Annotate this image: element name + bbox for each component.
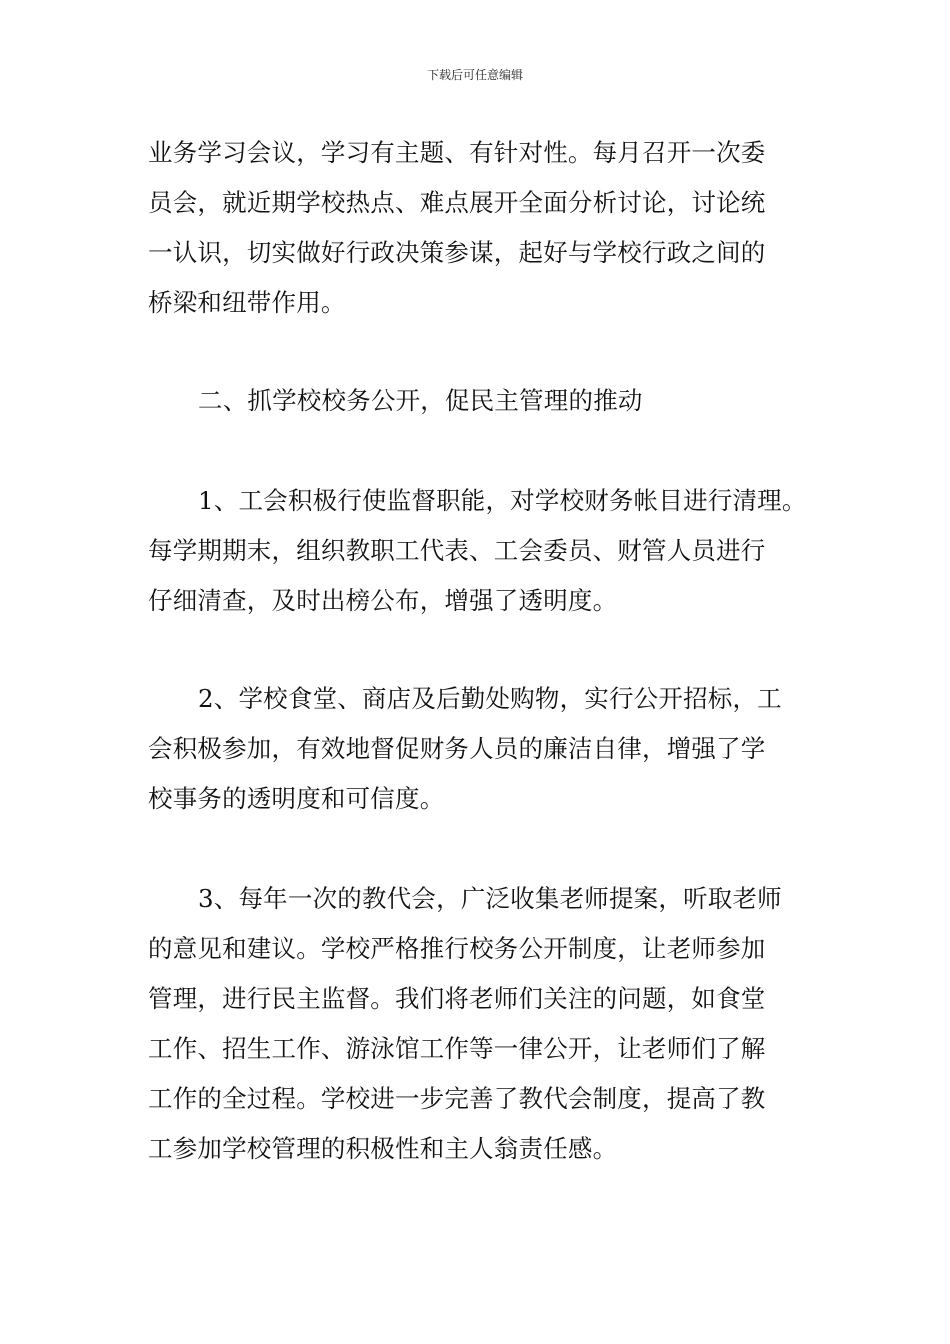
item-3-line-6: 工参加学校管理的积极性和主人翁责任感。: [148, 1134, 618, 1163]
item-3-line-2: 的意见和建议。学校严格推行校务公开制度，让老师参加: [148, 934, 766, 963]
page-header: 下载后可任意编辑: [426, 68, 523, 82]
item-1-line-3: 仔细清查，及时出榜公布，增强了透明度。: [148, 586, 618, 615]
paragraph-1-line-2: 员会，就近期学校热点、难点展开全面分析讨论，讨论统: [148, 188, 766, 217]
item-1-line-1: 1、工会积极行使监督职能，对学校财务帐目进行清理。: [198, 486, 807, 515]
section-heading: 二、抓学校校务公开，促民主管理的推动: [198, 386, 643, 415]
paragraph-1-line-3: 一认识，切实做好行政决策参谋，起好与学校行政之间的: [148, 238, 766, 267]
item-1-line-2: 每学期期末，组织教职工代表、工会委员、财管人员进行: [148, 536, 766, 565]
paragraph-1-line-4: 桥梁和纽带作用。: [148, 288, 346, 317]
item-2-line-2: 会积极参加，有效地督促财务人员的廉洁自律，增强了学: [148, 734, 766, 763]
item-3-line-5: 工作的全过程。学校进一步完善了教代会制度，提高了教: [148, 1084, 766, 1113]
item-2-line-1: 2、学校食堂、商店及后勤处购物，实行公开招标，工: [198, 684, 782, 713]
item-3-line-1: 3、每年一次的教代会，广泛收集老师提案，听取老师: [198, 884, 782, 913]
paragraph-1-line-1: 业务学习会议，学习有主题、有针对性。每月召开一次委: [148, 138, 766, 167]
item-3-line-4: 工作、招生工作、游泳馆工作等一律公开，让老师们了解: [148, 1034, 766, 1063]
item-2-line-3: 校事务的透明度和可信度。: [148, 784, 445, 813]
item-3-line-3: 管理，进行民主监督。我们将老师们关注的问题，如食堂: [148, 984, 766, 1013]
